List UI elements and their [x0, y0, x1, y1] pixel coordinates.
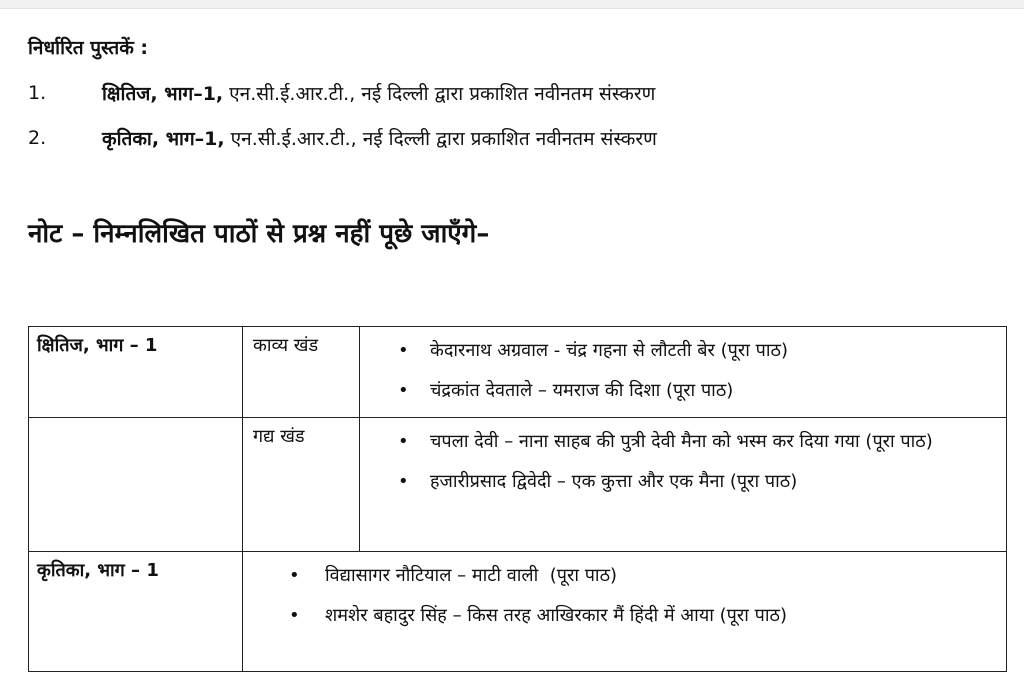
book-item-2 — [28, 124, 657, 152]
section-cell: गद्य खंड — [243, 418, 360, 552]
list-item: • विद्यासागर नौटियाल – माटी वाली (पूरा पाठ) — [243, 556, 998, 596]
list-item: • हजारीप्रसाद द्विवेदी – एक कुत्ता और एक मैना (पूरा पाठ) — [360, 462, 998, 502]
table-row — [29, 327, 1007, 418]
lessons-cell — [360, 327, 1007, 418]
lessons-cell — [243, 552, 1007, 672]
book-item-number: 1. — [28, 82, 47, 104]
section-cell: काव्य खंड — [243, 327, 360, 418]
prescribed-books-heading: निर्धारित पुस्तकें : — [28, 37, 149, 59]
book-item-name: कृतिका, भाग–1, — [102, 128, 225, 150]
list-item: • चपला देवी – नाना साहब की पुत्री देवी मैना को भस्म कर दिया गया (पूरा पाठ) — [360, 422, 998, 462]
top-border — [0, 0, 1024, 9]
book-cell: कृतिका, भाग – 1 — [29, 552, 243, 672]
list-item: • शमशेर बहादुर सिंह – किस तरह आखिरकार मैं हिंदी में आया (पूरा पाठ) — [243, 596, 998, 636]
book-item-1 — [28, 79, 655, 107]
note-heading: नोट – निम्नलिखित पाठों से प्रश्न नहीं पूछे जाएँगे– — [28, 219, 490, 249]
excluded-lessons-table — [28, 326, 1007, 672]
book-item-description: एन.सी.ई.आर.टी., नई दिल्ली द्वारा प्रकाशित नवीनतम संस्करण — [224, 128, 657, 150]
list-item: • चंद्रकांत देवताले – यमराज की दिशा (पूरा पाठ) — [360, 371, 998, 411]
book-cell — [29, 418, 243, 552]
list-item: • केदारनाथ अग्रवाल - चंद्र गहना से लौटती बेर (पूरा पाठ) — [360, 331, 998, 371]
book-cell: क्षितिज, भाग – 1 — [29, 327, 243, 418]
table-row — [29, 418, 1007, 552]
table-row — [29, 552, 1007, 672]
lessons-cell — [360, 418, 1007, 552]
book-item-name: क्षितिज, भाग–1, — [102, 83, 224, 105]
book-item-description: एन.सी.ई.आर.टी., नई दिल्ली द्वारा प्रकाशित नवीनतम संस्करण — [223, 83, 656, 105]
book-item-number: 2. — [28, 127, 47, 149]
